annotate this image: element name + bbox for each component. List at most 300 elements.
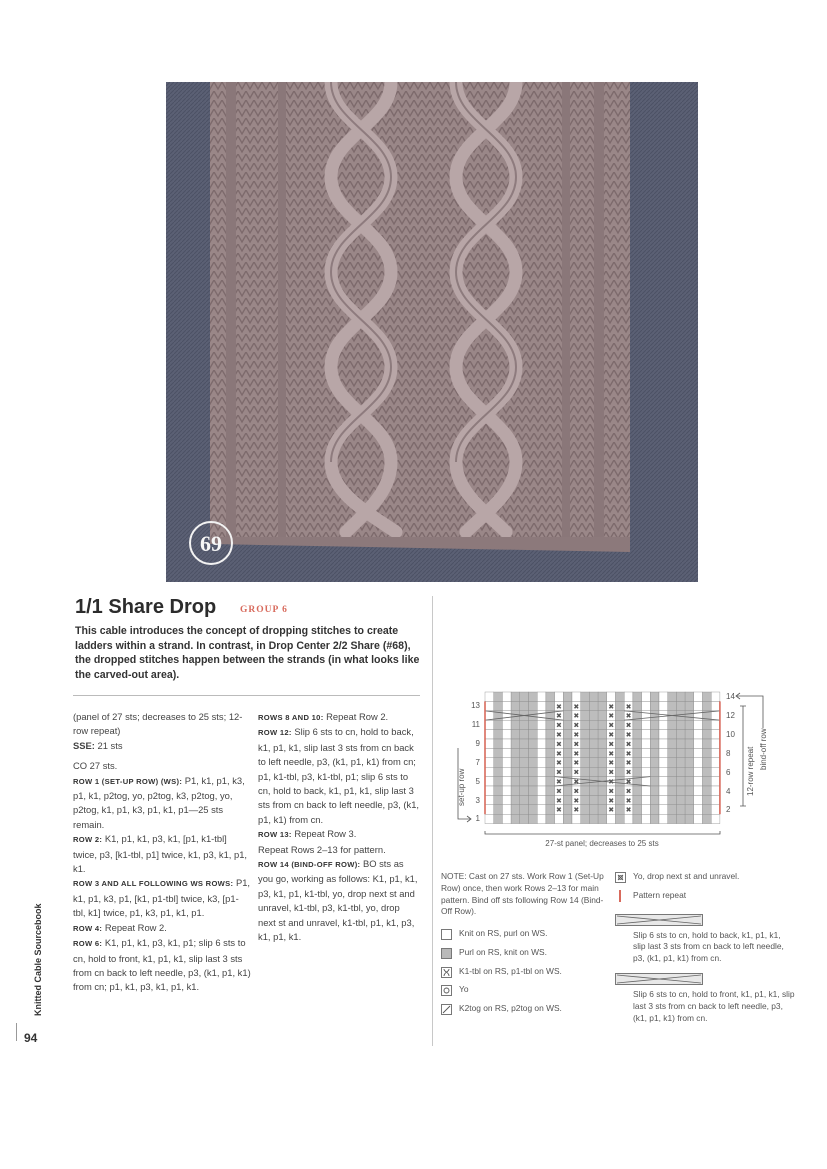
chart-cell [616,701,625,710]
chart-cell [555,692,564,701]
chart-cell [537,786,546,795]
chart-cell [703,777,712,786]
chart-cell [520,758,529,767]
chart-cell [616,720,625,729]
row-4 [73,921,251,936]
chart-cell [676,814,685,823]
twisted-stitch-mark: ✖ [625,760,632,768]
chart-cell [676,720,685,729]
chart-cell [711,758,720,767]
chart-cell [537,739,546,748]
twisted-stitch-mark: ✖ [608,732,615,739]
chart-cell [537,814,546,823]
chart-cell [676,730,685,739]
chart-cell [485,786,494,795]
chart-cell [537,692,546,701]
chart-cell [642,777,651,786]
chart-cell [520,739,529,748]
row-number-14: 14 [726,692,735,701]
chart-cell [685,730,694,739]
cable-front-icon [615,973,703,985]
chart-cell [694,777,703,786]
twisted-stitch-mark: ✖ [556,750,562,758]
chart-cell [659,730,668,739]
legend-right [615,871,795,1024]
chart-cell [511,767,520,776]
chart-cell [703,701,712,710]
chart-cell [668,814,677,823]
twisted-stitch-mark: ✖ [625,807,632,815]
twisted-stitch-mark: ✖ [573,732,580,739]
chart-cell [502,720,511,729]
row-1-text: P1, k1, p1, k3, p1, k1, p2tog, yo, p2tog, k3, p2tog, yo, p2tog, k1, p1, k3, p1, k1, p1—25 sts remain. [73,774,245,830]
repeat-line [484,701,486,814]
twisted-stitch-mark: ✖ [625,732,632,739]
twisted-stitch-mark: ✖ [625,703,632,711]
chart-cell [633,795,642,804]
chart-cell [694,720,703,729]
chart-cell [676,692,685,701]
instructions-column-2 [258,710,420,945]
chart-cell [589,767,598,776]
divider-horizontal [73,695,420,696]
chart-cell [589,758,598,767]
knit-square-icon [441,929,452,940]
chart-cell [546,739,555,748]
chart-cell [529,730,538,739]
chart-cell [676,739,685,748]
legend-yo-text: Yo [459,984,469,995]
chart-cell [633,730,642,739]
row-13 [258,827,420,842]
twisted-stitch-mark: ✖ [556,788,562,796]
twisted-stitch-mark: ✖ [608,741,615,749]
twisted-stitch-mark: ✖ [625,779,632,786]
twisted-stitch-mark: ✖ [573,713,580,721]
chart-cell [598,805,607,814]
twisted-stitch-mark: ✖ [556,807,562,815]
chart-cell [650,720,659,729]
chart-cell [703,814,712,823]
chart-cell [694,795,703,804]
chart-cell [581,711,590,720]
chart-cell [633,720,642,729]
chart-cell [659,692,668,701]
chart-cell [563,786,572,795]
chart-cell [546,786,555,795]
chart-cell [650,748,659,757]
row-2-label: ROW 2: [73,835,103,845]
chart-cell [676,701,685,710]
twisted-stitch-mark: ✖ [556,760,562,768]
sse-line [73,739,251,753]
chart-cell [511,805,520,814]
row-number-4: 4 [726,787,731,796]
chart-cell [685,805,694,814]
chart-cell [563,795,572,804]
chart-cell [650,795,659,804]
chart-cell [520,730,529,739]
twisted-stitch-mark: ✖ [608,769,615,777]
row-12-label: ROW 12: [258,728,292,738]
twisted-stitch-mark: ✖ [556,722,562,730]
chart-cell [546,814,555,823]
chart-cell [650,758,659,767]
chart-cell [703,748,712,757]
chart-cell [685,777,694,786]
chart-cell [537,767,546,776]
chart-cell [511,748,520,757]
chart-cell [520,767,529,776]
chart-cell [598,814,607,823]
chart-cell [520,805,529,814]
chart-cell [598,720,607,729]
chart-cell [685,711,694,720]
twisted-stitch-mark: ✖ [608,722,615,730]
chart-cell [711,730,720,739]
row-8 [258,710,420,725]
chart-cell [511,795,520,804]
chart-cell [703,692,712,701]
twisted-stitch-mark: ✖ [625,722,632,730]
chart-cell [650,767,659,776]
legend-cable-back-text: Slip 6 sts to cn, hold to back, k1, p1, k1, slip last 3 sts from cn back to left needle, p3, (k1, p1, k1) from cn. [633,929,784,964]
chart-cell [581,701,590,710]
drop-stitch-icon [615,872,626,883]
panel-info: (panel of 27 sts; decreases to 25 sts; 12-row repeat) [73,711,243,737]
row-number-8: 8 [726,749,731,758]
chart-cell [668,777,677,786]
chart-cell [607,814,616,823]
chart-cell [537,758,546,767]
legend-repeat-text: Pattern repeat [633,889,687,900]
chart-cell [694,701,703,710]
repeat-line-icon [619,890,622,902]
chart-cell [511,692,520,701]
chart-cell [633,805,642,814]
row-number-12: 12 [726,711,735,720]
chart-cell [659,748,668,757]
chart-cell [676,805,685,814]
chart-cell [485,711,494,720]
row-3-text: P1, k1, p1, k3, p1, [k1, p1-tbl] twice, k3, [p1-tbl, k1] twice, p1, k3, p1, k1, p1. [73,877,251,919]
twisted-stitch-mark: ✖ [556,779,562,786]
chart-cell [502,701,511,710]
row-3 [73,876,251,920]
chart-cell [598,692,607,701]
row-2 [73,832,251,876]
chart-cell [520,814,529,823]
sse-value: 21 sts [97,739,123,751]
chart-cell [520,701,529,710]
legend-k2tog [441,1003,616,1015]
chart-cell [581,748,590,757]
chart-left-row-numbers [471,701,480,823]
chart-cell [711,795,720,804]
chart-cell [616,786,625,795]
chart-cell [563,758,572,767]
twisted-stitch-mark: ✖ [573,722,580,730]
chart-cell [598,711,607,720]
chart-cell [485,777,494,786]
twisted-stitch-mark: ✖ [608,788,615,796]
setup-row-label: set-up row [457,768,466,806]
chart-cell [598,748,607,757]
row-4-label: ROW 4: [73,923,103,933]
chart-cell [607,692,616,701]
chart-cell [711,767,720,776]
legend-cable-back [615,914,795,965]
chart-cell [485,805,494,814]
chart-cell [598,701,607,710]
row-14-text: BO sts as you go, working as follows: K1, p1, k1, p3, k1, p1, k1-tbl, yo, drop next st and unravel, k1-tbl, p3, k1-tbl, yo, drop next st and unravel, k1-tbl, p1, k1, p3, k1, p1, k1. [258,858,418,943]
chart-cell [529,720,538,729]
chart-cell [668,786,677,795]
chart-cell [502,777,511,786]
chart-cell [668,739,677,748]
chart-cell [659,805,668,814]
chart-cell [650,777,659,786]
chart-cell [668,730,677,739]
chart-cell [511,786,520,795]
chart-cell [520,720,529,729]
chart-cell [642,739,651,748]
chart-cell [659,777,668,786]
twisted-stitch-mark: ✖ [573,703,580,711]
chart-cell [581,739,590,748]
chart-cell [633,758,642,767]
chart-cell [711,739,720,748]
twisted-stitch-mark: ✖ [608,703,615,711]
legend-cable-front-text: Slip 6 sts to cn, hold to front, k1, p1, k1, slip last 3 sts from cn back to left needle, p3, (k1, p1, k1) from cn. [633,988,795,1023]
chart-cell [668,720,677,729]
chart-cell [659,739,668,748]
chart-cell [616,730,625,739]
chart-cell [494,786,503,795]
chart-cell [563,814,572,823]
chart-cell [546,758,555,767]
chart-cell [668,692,677,701]
chart-cell [511,730,520,739]
chart-cell [589,711,598,720]
chart-cell [563,730,572,739]
chart-cell [685,720,694,729]
twisted-stitch-mark: ✖ [608,807,615,815]
chart-cell [694,805,703,814]
twisted-stitch-mark: ✖ [556,703,562,711]
chart-cell [659,720,668,729]
chart-cell [694,711,703,720]
chart-cell [511,720,520,729]
chart-cell [694,730,703,739]
chart-cell [598,739,607,748]
row-number-9: 9 [475,739,480,748]
instructions-column-1 [73,710,251,995]
chart-cell [529,814,538,823]
chart-cell [581,795,590,804]
chart-cell [494,795,503,804]
chart-cell [485,692,494,701]
row-number-13: 13 [471,701,480,710]
cable-back-icon [615,914,703,926]
chart-cell [703,720,712,729]
chart-cell [485,795,494,804]
chart-cell [659,711,668,720]
row-13-text: Repeat Row 3. [294,828,357,840]
chart-cell [546,777,555,786]
chart-cell [511,814,520,823]
chart-cell [485,748,494,757]
chart-cell [529,739,538,748]
chart-cell [589,720,598,729]
chart-cell [581,758,590,767]
chart-cell [563,720,572,729]
chart-cell [537,730,546,739]
chart-cell [616,748,625,757]
chart-cell [703,805,712,814]
repeat-bracket [736,693,768,806]
twisted-stitch-mark: ✖ [625,741,632,749]
chart-cell [659,758,668,767]
chart-cell [502,814,511,823]
chart-cell [589,739,598,748]
divider-vertical [432,596,433,1046]
chart-cell [703,767,712,776]
chart-cell [685,758,694,767]
stitch-chart [440,688,780,850]
chart-cell [529,805,538,814]
chart-cell [546,692,555,701]
chart-cell [685,748,694,757]
chart-cell [563,692,572,701]
chart-cell [616,692,625,701]
chart-cell [572,692,581,701]
chart-cell [546,748,555,757]
chart-cell [650,739,659,748]
twisted-stitch-mark: ✖ [608,797,615,805]
chart-cell [711,701,720,710]
group-label: GROUP 6 [240,605,288,615]
chart-right-row-numbers [726,692,735,814]
chart-cell [502,758,511,767]
chart-cell [563,739,572,748]
chart-cell [711,786,720,795]
chart-cell [633,767,642,776]
chart-cell [598,758,607,767]
chart-cell [694,748,703,757]
chart-cell [598,767,607,776]
chart-cell [676,711,685,720]
chart-cell [694,814,703,823]
row-8-text: Repeat Row 2. [326,711,389,722]
chart-cell [703,730,712,739]
chart-cell [676,795,685,804]
chart-cell [563,767,572,776]
chart-cell [616,711,625,720]
chart-cell [685,739,694,748]
chart-cell [581,786,590,795]
footer-rule [16,1023,17,1041]
chart-cell [650,730,659,739]
chart-cell [685,814,694,823]
row-number-11: 11 [471,720,480,729]
chart-cell [676,758,685,767]
chart-cell [520,777,529,786]
chart-cell [711,814,720,823]
chart-cell [676,786,685,795]
chart-cell [633,701,642,710]
chart-cell [589,692,598,701]
chart-cell [668,767,677,776]
row-number-5: 5 [475,777,480,786]
row-1 [73,774,251,833]
chart-cell [633,786,642,795]
chart-cell [485,758,494,767]
chart-cell [494,758,503,767]
chart-cell [642,786,651,795]
chart-cell [685,767,694,776]
sse-label: SSE: [73,739,95,751]
twisted-stitch-mark: ✖ [573,760,580,768]
chart-cell [529,711,538,720]
chart-cell [494,748,503,757]
chart-cell [494,720,503,729]
chart-cell [685,701,694,710]
chart-cell [546,767,555,776]
chart-cell [633,814,642,823]
chart-cell [511,701,520,710]
row-12 [258,725,420,827]
chart-cell [659,786,668,795]
legend-left [441,928,616,1022]
chart-cell [624,692,633,701]
book-title: Knitted Cable Sourcebook [33,903,43,1016]
chart-cell [581,767,590,776]
twisted-stitch-mark: ✖ [573,741,580,749]
chart-cell [589,701,598,710]
twisted-stitch-mark: ✖ [608,713,615,721]
legend-k2tog-text: K2tog on RS, p2tog on WS. [459,1003,562,1014]
bindoff-label: bind-off row [759,728,768,770]
chart-cell [642,767,651,776]
row-13-label: ROW 13: [258,830,292,840]
book-title-sidebar [30,895,44,1025]
twisted-stitch-mark: ✖ [556,797,562,805]
chart-cell [685,795,694,804]
chart-cell [494,814,503,823]
chart-cell [529,786,538,795]
chart-cell [668,701,677,710]
legend-purl [441,947,616,959]
row-number-1: 1 [475,814,480,823]
row-number-2: 2 [726,805,731,814]
chart-cell [616,739,625,748]
intro-text: This cable introduces the concept of dropping stitches to create ladders within a strand. In contrast, in Drop Center 2/2 Share (#68), the dropped stitches happen between the strands (in what looks like the carved-out area). [75,625,420,681]
chart-cell [694,739,703,748]
chart-cell [529,748,538,757]
chart-cell [529,777,538,786]
chart-cell [563,701,572,710]
twisted-stitch-mark: ✖ [556,732,562,739]
chart-cell [572,814,581,823]
chart-cell [511,711,520,720]
chart-cell [668,758,677,767]
chart-cell [520,786,529,795]
chart-cell [494,730,503,739]
chart-cell [659,814,668,823]
chart-cell [676,748,685,757]
chart-cell [633,692,642,701]
